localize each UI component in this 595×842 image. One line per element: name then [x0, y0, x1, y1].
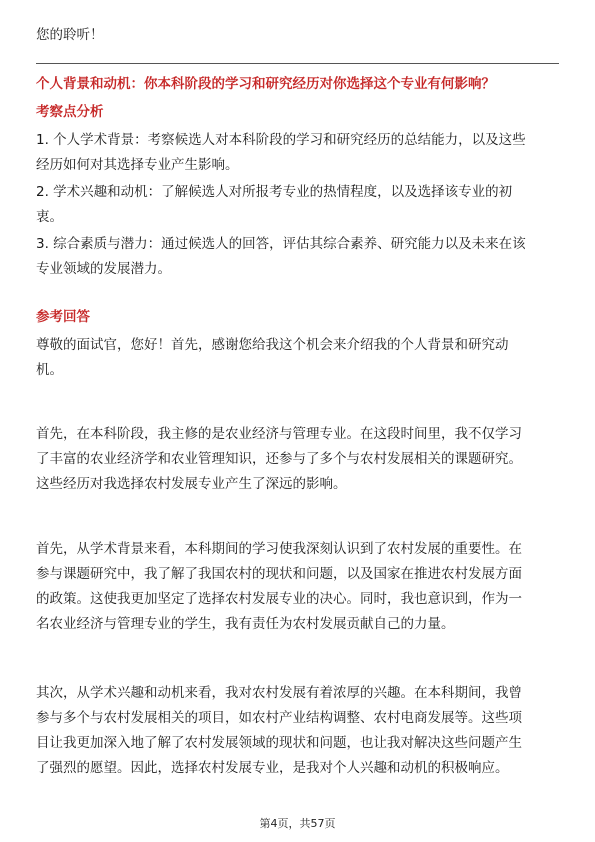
answer-line: 了丰富的农业经济学和农业管理知识，还参与了多个与农村发展相关的课题研究。	[36, 451, 522, 467]
answer-paragraph-1	[36, 333, 564, 383]
answer-line: 名农业经济与管理专业的学生，我有责任为农村发展贡献自己的力量。	[36, 616, 455, 632]
answer-line: 目让我更加深入地了解了农村发展领域的现状和问题，也让我对解决这些问题产生	[36, 735, 522, 751]
analysis-point-line: 2. 学术兴趣和动机：了解候选人对所报考专业的热情程度，以及选择该专业的初	[36, 184, 513, 200]
answer-paragraph-3	[36, 537, 564, 637]
answer-line: 参与多个与农村发展相关的项目，如农村产业结构调整、农村电商发展等。这些项	[36, 710, 522, 726]
analysis-point-line: 衷。	[36, 209, 63, 225]
answer-line: 机。	[36, 362, 63, 378]
question-title	[36, 72, 564, 97]
analysis-point-2	[36, 180, 564, 230]
closing-line: 您的聆听！	[36, 27, 104, 43]
analysis-heading-text: 考察点分析	[36, 104, 104, 120]
answer-line: 尊敬的面试官，您好！首先，感谢您给我这个机会来介绍我的个人背景和研究动	[36, 337, 509, 353]
analysis-point-line: 经历如何对其选择专业产生影响。	[36, 157, 239, 173]
analysis-point-line: 专业领域的发展潜力。	[36, 261, 171, 277]
answer-paragraph-2	[36, 422, 564, 497]
analysis-point-line: 1. 个人学术背景：考察候选人对本科阶段的学习和研究经历的总结能力，以及这些	[36, 132, 526, 148]
answer-line: 首先，在本科阶段，我主修的是农业经济与管理专业。在这段时间里，我不仅学习	[36, 426, 522, 442]
answer-line: 参与课题研究中，我了解了我国农村的现状和问题，以及国家在推进农村发展方面	[36, 566, 522, 582]
analysis-point-3	[36, 232, 564, 282]
answer-paragraph-4	[36, 681, 564, 781]
page-number-footer: 第4页，共57页	[259, 817, 336, 830]
answer-line: 的政策。这使我更加坚定了选择农村发展专业的决心。同时，我也意识到，作为一	[36, 591, 522, 607]
answer-line: 其次，从学术兴趣和动机来看，我对农村发展有着浓厚的兴趣。在本科期间，我曾	[36, 685, 522, 701]
question-line: 个人背景和动机：你本科阶段的学习和研究经历对你选择这个专业有何影响？	[36, 76, 495, 92]
answer-line: 首先，从学术背景来看，本科期间的学习使我深刻认识到了农村发展的重要性。在	[36, 541, 522, 557]
answer-heading	[36, 305, 564, 330]
closing-text	[36, 23, 564, 48]
answer-heading-text: 参考回答	[36, 309, 90, 325]
analysis-point-1	[36, 128, 564, 178]
answer-line: 这些经历对我选择农村发展专业产生了深远的影响。	[36, 476, 347, 492]
analysis-heading	[36, 100, 564, 125]
answer-line: 了强烈的愿望。因此，选择农村发展专业，是我对个人兴趣和动机的积极响应。	[36, 760, 509, 776]
section-divider	[36, 63, 559, 64]
analysis-point-line: 3. 综合素质与潜力：通过候选人的回答，评估其综合素养、研究能力以及未来在该	[36, 236, 526, 252]
